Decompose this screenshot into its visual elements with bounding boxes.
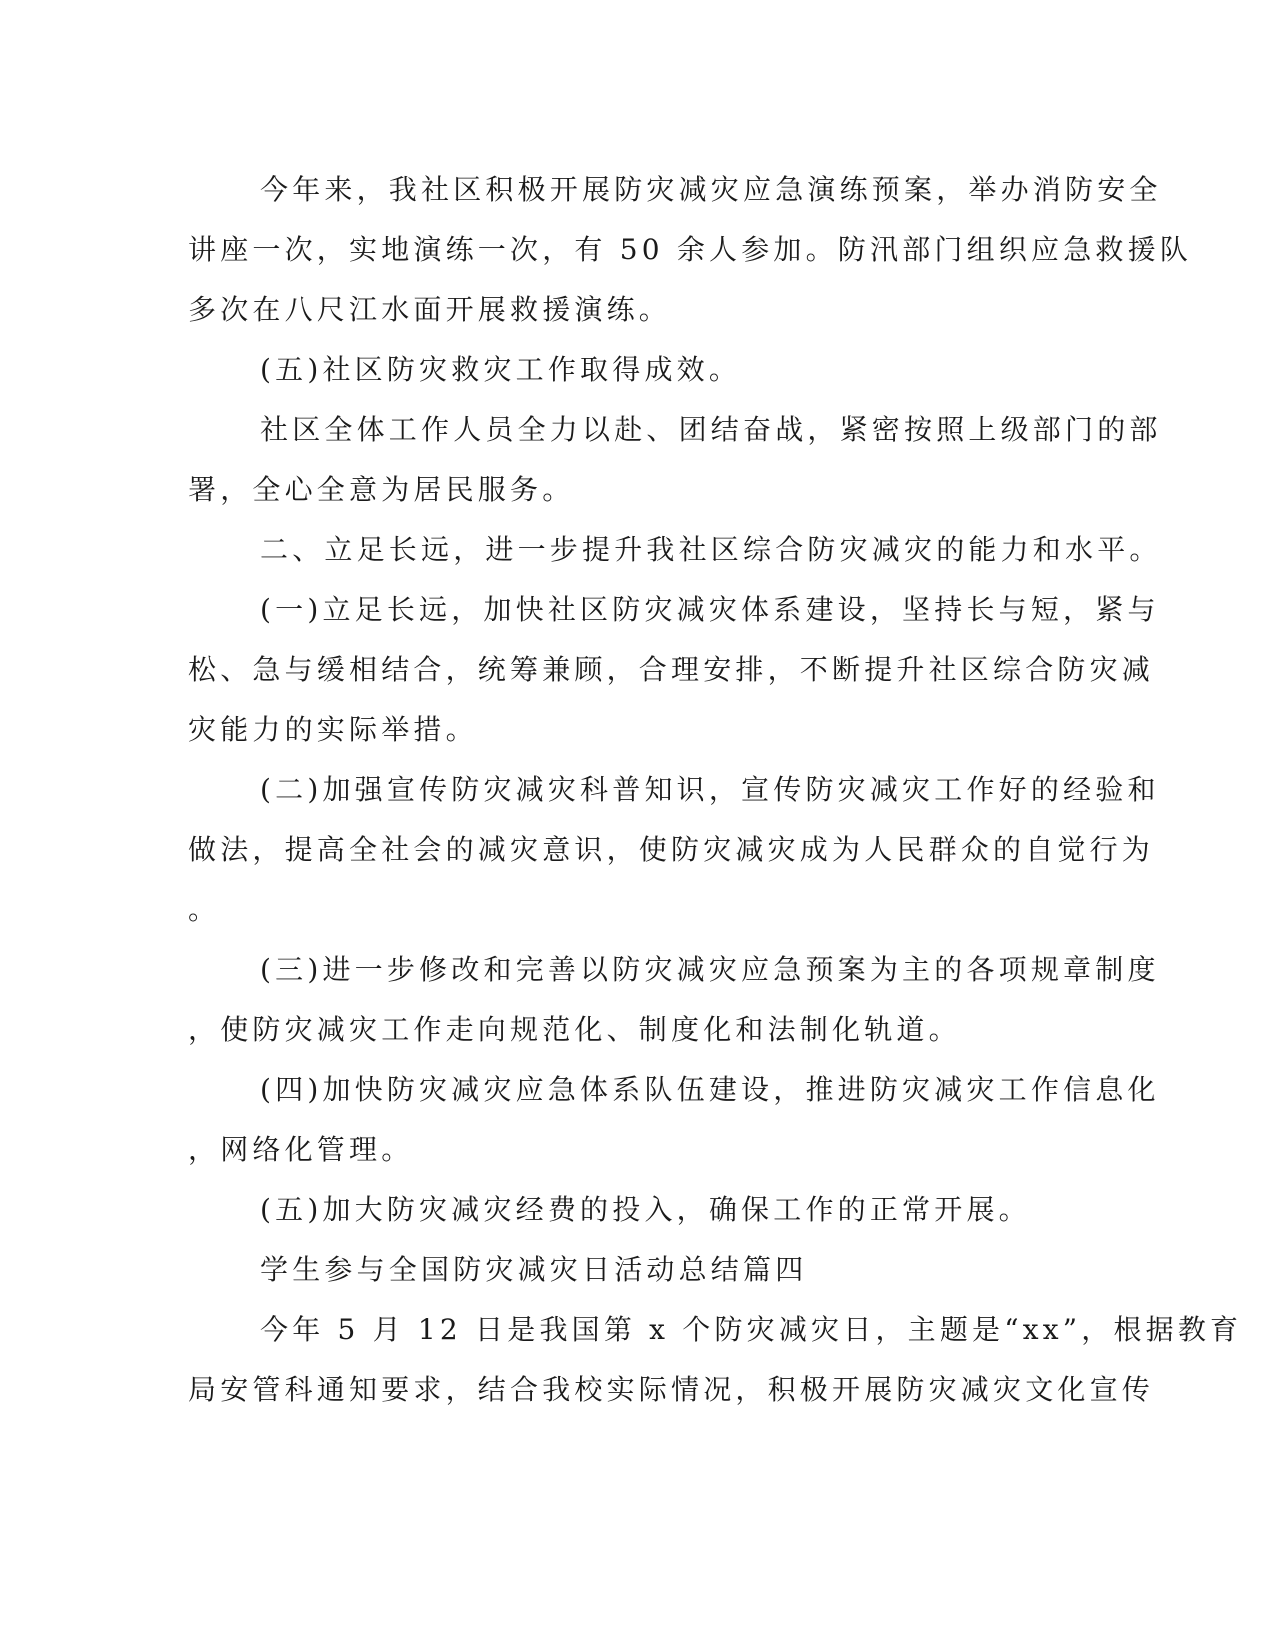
text-line: 社区全体工作人员全力以赴、团结奋战，紧密按照上级部门的部 [260, 413, 1162, 446]
text-line: (五)加大防灾减灾经费的投入，确保工作的正常开展。 [260, 1193, 1031, 1226]
text-line: 松、急与缓相结合，统筹兼顾，合理安排，不断提升社区综合防灾减 [188, 653, 1155, 686]
text-line: (三)进一步修改和完善以防灾减灾应急预案为主的各项规章制度 [260, 953, 1160, 986]
text-line: 局安管科通知要求，结合我校实际情况，积极开展防灾减灾文化宣传 [188, 1373, 1155, 1406]
text-line: (一)立足长远，加快社区防灾减灾体系建设，坚持长与短，紧与 [260, 593, 1160, 626]
text-line: (四)加快防灾减灾应急体系队伍建设，推进防灾减灾工作信息化 [260, 1073, 1160, 1106]
text-line: 做法，提高全社会的减灾意识，使防灾减灾成为人民群众的自觉行为 [188, 833, 1155, 866]
document-body [188, 160, 1243, 1420]
text-line: 今年来，我社区积极开展防灾减灾应急演练预案，举办消防安全 [260, 173, 1162, 206]
text-line: (二)加强宣传防灾减灾科普知识，宣传防灾减灾工作好的经验和 [260, 773, 1160, 806]
text-line: 今年 5 月 12 日是我国第 x 个防灾减灾日，主题是“xx”，根据教育 [260, 1313, 1243, 1346]
section-heading: 二、立足长远，进一步提升我社区综合防灾减灾的能力和水平。 [260, 533, 1162, 566]
text-line: 。 [188, 893, 221, 926]
text-line: ，使防灾减灾工作走向规范化、制度化和法制化轨道。 [188, 1013, 961, 1046]
text-line: 讲座一次，实地演练一次，有 50 余人参加。防汛部门组织应急救援队 [188, 233, 1193, 266]
text-line: ，网络化管理。 [188, 1133, 414, 1166]
article-title: 学生参与全国防灾减灾日活动总结篇四 [260, 1253, 808, 1286]
text-line: 多次在八尺江水面开展救援演练。 [188, 293, 672, 326]
text-line: (五)社区防灾救灾工作取得成效。 [260, 353, 742, 386]
text-line: 署，全心全意为居民服务。 [188, 473, 575, 506]
text-line: 灾能力的实际举措。 [188, 713, 478, 746]
